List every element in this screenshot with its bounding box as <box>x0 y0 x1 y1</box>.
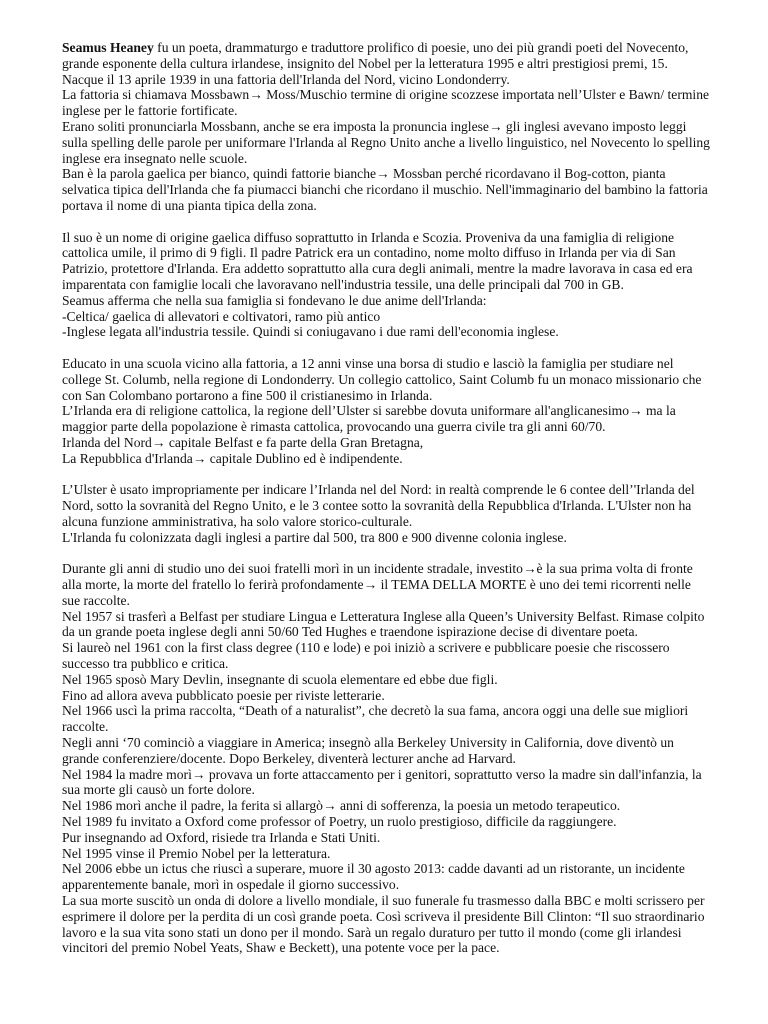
paragraph-colonization: L'Irlanda fu colonizzata dagli inglesi a partire dal 500, tra 800 e 900 divenne colonia inglese. <box>62 529 567 545</box>
paragraph-first-collection: Nel 1966 uscì la prima raccolta, “Death of a naturalist”, che decretò la sua fama, ancora oggi una delle sue migliori raccolte. <box>62 703 689 735</box>
paragraph-nobel: Nel 1995 vinse il Premio Nobel per la letteratura. <box>62 845 331 861</box>
paragraph-gap <box>62 546 712 562</box>
paragraph-marriage: Nel 1965 sposò Mary Devlin, insegnante di scuola elementare ed ebbe due figli. <box>62 671 498 687</box>
paragraph-gap <box>62 340 712 356</box>
paragraph-two-souls: Seamus afferma che nella sua famiglia si fondevano le due anime dell'Irlanda: <box>62 292 487 308</box>
paragraph-pronunciation: Erano soliti pronunciarla Mossbann, anche se era imposta la pronuncia inglese→ gli inglesi avevano imposto leggi sulla spelling delle parole per uniformare l'Irlanda al Regno Unito anche a livello linguistico, nel Novecento lo spelling inglese era insegnato nelle scuole. <box>62 118 710 166</box>
paragraph-ulster: L’Ulster è usato impropriamente per indicare l’Irlanda nel del Nord: in realtà comprende le 6 contee dell’'Irlanda del Nord, sotto la sovranità del Regno Unito, e le 3 contee sotto la sovranità della Repubblica d'Irlanda. L'Ulster non ha alcuna funzione amministrativa, ha solo valore storico-culturale. <box>62 482 695 529</box>
paragraph-belfast: Nel 1957 si trasferì a Belfast per studiare Lingua e Letteratura Inglese alla Queen’s University Belfast. Rimase colpito da un grande poeta inglese degli anni 50/60 Ted Hughes e traendone ispirazione decise di diventare poeta. <box>62 608 705 640</box>
list-item-english: -Inglese legata all'industria tessile. Quindi si coniugavano i due rami dell'economia inglese. <box>62 324 559 340</box>
paragraph-farm-name: La fattoria si chiamava Mossbawn→ Moss/Muschio termine di origine scozzese importata nell’Ulster e Bawn/ termine inglese per le fattorie fortificate. <box>62 87 710 119</box>
paragraph-oxford: Nel 1989 fu invitato a Oxford come professor of Poetry, un ruolo prestigioso, difficile da raggiungere. <box>62 814 617 830</box>
list-item-celtic: -Celtica/ gaelica di allevatori e coltivatori, ramo più antico <box>62 308 381 324</box>
paragraph-legacy: La sua morte suscitò un onda di dolore a livello mondiale, il suo funerale fu trasmesso dalla BBC e molti scrissero per esprimere il dolore per la perdita di un così grande poeta. Così scriveva il presidente Bill Clinton: “Il suo straordinario lavoro e la sua vita sono stati un dono per il mondo. Sarà un regalo duraturo per tutto il mondo (come gli irlandesi vincitori del premio Nobel Yeats, Shaw e Beckett), una potente voce per la pace. <box>62 893 705 956</box>
paragraph-religion: L’Irlanda era di religione cattolica, la regione dell’Ulster si sarebbe dovuta uniformare all'anglicanesimo→ ma la maggior parte della popolazione è rimasta cattolica, provocando una guerra civile tra gli anni 60/70. <box>62 403 676 435</box>
paragraph-education: Educato in una scuola vicino alla fattoria, a 12 anni vinse una borsa di studio e lasciò la famiglia per studiare nel college St. Columb, nella regione di Londonderry. Un collegio cattolico, Saint Columb fu un monaco missionario che con San Colombano portarono a fine 500 il cristianesimo in Irlanda. <box>62 355 702 403</box>
paragraph-ban-meaning: Ban è la parola gaelica per bianco, quindi fattorie bianche→ Mossban perché ricordavano il Bog-cotton, pianta selvatica tipica dell'Irlanda che fa piumacci bianchi che ricordano il muschio. Nell'immaginario del bambino la fattoria portava il nome di una pianta tipica della zona. <box>62 166 708 213</box>
paragraph-northern-ireland: Irlanda del Nord→ capitale Belfast e fa parte della Gran Bretagna, <box>62 434 424 450</box>
paragraph-gap <box>62 214 712 230</box>
paragraph-intro <box>62 40 712 72</box>
paragraph-republic: La Repubblica d'Irlanda→ capitale Dublino ed è indipendente. <box>62 450 403 466</box>
document-page <box>62 40 712 956</box>
paragraph-family: Il suo è un nome di origine gaelica diffuso soprattutto in Irlanda e Scozia. Proveniva da una famiglia di religione cattolica umile, il primo di 9 figli. Il padre Patrick era un contadino, nome molto diffuso in Irlanda per via di San Patrizio, protettore d'Irlanda. Era addetto soprattutto alla cura degli animali, mentre la madre lavorava in casa ed era imparentata con famiglie locali che lavoravano nell'industria tessile, una delle principali dal 700 in GB. <box>62 229 693 292</box>
paragraph-brother-death: Durante gli anni di studio uno dei suoi fratelli morì in un incidente stradale, investito→è la sua prima volta di fronte alla morte, la morte del fratello lo ferirà profondamente→ il TEMA DELLA MORTE è uno dei temi ricorrenti nelle sue raccolte. <box>62 561 693 608</box>
paragraph-father-death: Nel 1986 morì anche il padre, la ferita si allargò→ anni di sofferenza, la poesia un metodo terapeutico. <box>62 798 621 814</box>
author-name: Seamus Heaney <box>62 40 154 55</box>
paragraph-america: Negli anni ‘70 cominciò a viaggiare in America; insegnò alla Berkeley University in California, dove diventò un grande conferenziere/docente. Dopo Berkeley, diventerà lecturer anche ad Harvard. <box>62 735 674 766</box>
paragraph-magazines: Fino ad allora aveva pubblicato poesie per riviste letterarie. <box>62 687 385 703</box>
paragraph-death: Nel 2006 ebbe un ictus che riuscì a superare, muore il 30 agosto 2013: cadde davanti ad un ristorante, un incidente apparentemente banale, morì in ospedale il giorno successivo. <box>62 861 685 893</box>
paragraph-mother-death: Nel 1984 la madre morì→ provava un forte attaccamento per i genitori, soprattutto verso la madre sin dall'infanzia, la sua morte gli causò un forte dolore. <box>62 766 702 798</box>
paragraph-gap <box>62 467 712 483</box>
paragraph-residence: Pur insegnando ad Oxford, risiede tra Irlanda e Stati Uniti. <box>62 829 381 845</box>
paragraph-birth: Nacque il 13 aprile 1939 in una fattoria dell'Irlanda del Nord, vicino Londonderry. <box>62 71 510 87</box>
paragraph-degree: Si laureò nel 1961 con la first class degree (110 e lode) e poi iniziò a scrivere e pubblicare poesie che riscossero successo tra pubblico e critica. <box>62 640 670 672</box>
intro-text: fu un poeta, drammaturgo e traduttore prolifico di poesie, uno dei più grandi poeti del Novecento, grande esponente della cultura irlandese, insignito del Nobel per la letteratura 1995 e altri prestigiosi premi, 15. <box>62 40 689 71</box>
